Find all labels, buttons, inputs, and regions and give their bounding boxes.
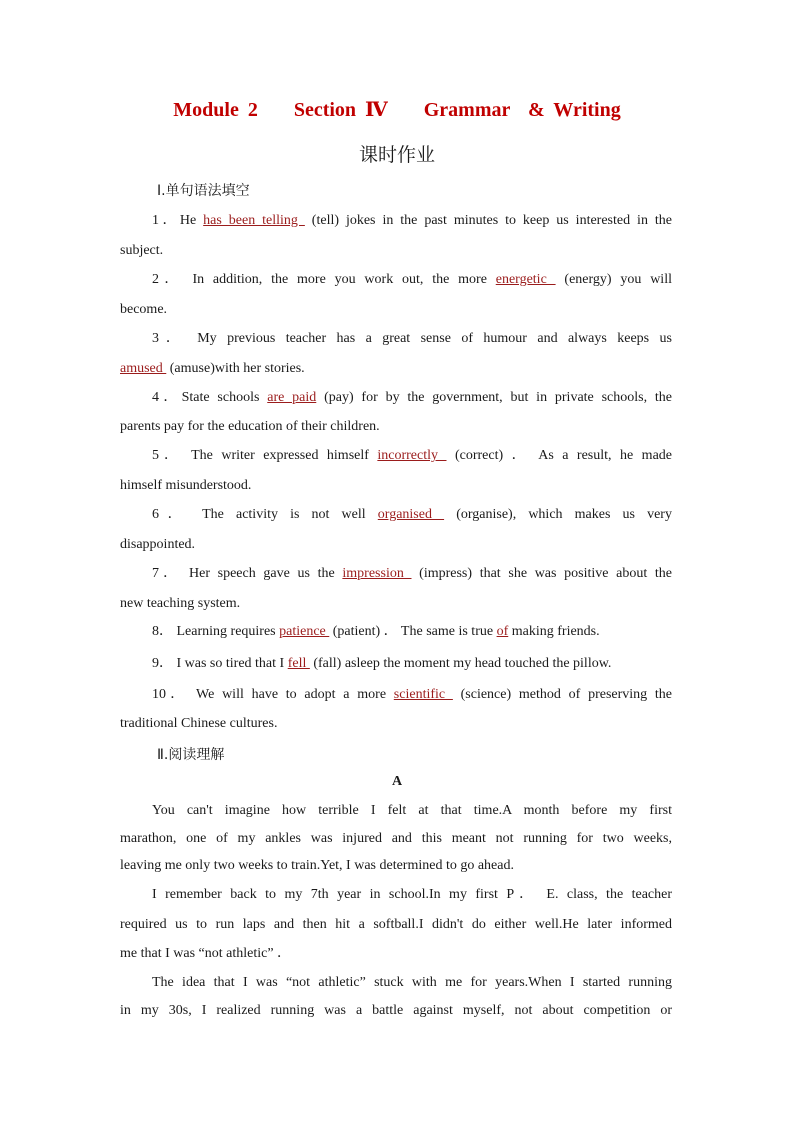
passage-label: A [391, 774, 403, 789]
answer-blank: energetic [495, 272, 556, 287]
question-5-line-2: himself misunderstood. [120, 478, 252, 493]
answer-blank: has been telling [203, 213, 305, 228]
passage-line-4: I remember back to my 7th year in school.In my first P． E. class, the teacher [152, 887, 672, 902]
answer-blank: organised [377, 507, 445, 522]
section-heading-grammar: Ⅰ.单句语法填空 [157, 183, 250, 199]
question-5-line-1: 5． The writer expressed himself incorrectly (correct) ． As a result, he made [152, 448, 672, 463]
answer-blank: patience [279, 624, 330, 639]
passage-line-7: The idea that I was “not athletic” stuck with me for years.When I started running [152, 975, 672, 990]
question-2-line-1: 2． In addition, the more you work out, the more energetic (energy) you will [152, 272, 672, 287]
question-10-line-2: traditional Chinese cultures. [120, 716, 278, 731]
question-4-line-1: 4．State schools are paid (pay) for by the government, but in private schools, the [152, 390, 672, 405]
page-subtitle: 课时作业 [358, 144, 435, 166]
page-title: Module 2 Section Ⅳ Grammar & Writing [173, 99, 621, 121]
question-2-line-2: become. [120, 302, 168, 317]
passage-line-2: marathon, one of my ankles was injured and this meant not running for two weeks, [120, 831, 672, 846]
answer-blank: fell [287, 656, 310, 671]
question-4-line-2: parents pay for the education of their children. [120, 419, 380, 434]
answer-blank: impression [342, 566, 412, 581]
passage-line-5: required us to run laps and then hit a softball.I didn't do either well.He later informed [120, 917, 672, 932]
answer-blank: scientific [393, 687, 453, 702]
passage-line-1: You can't imagine how terrible I felt at that time.A month before my first [152, 803, 672, 818]
question-1-line-1: 1．He has been telling (tell) jokes in the past minutes to keep us interested in the [152, 213, 672, 228]
passage-line-3: leaving me only two weeks to train.Yet, I was determined to go ahead. [120, 858, 514, 873]
question-8-line-1: 8． Learning requires patience (patient) ． The same is true of making friends. [152, 624, 600, 639]
question-10-line-1: 10． We will have to adopt a more scientific (science) method of preserving the [152, 687, 673, 702]
passage-line-8: in my 30s, I realized running was a battle against myself, not about competition or [120, 1003, 672, 1018]
answer-blank: are paid [267, 390, 317, 405]
question-6-line-2: disappointed. [120, 537, 196, 552]
question-7-line-1: 7． Her speech gave us the impression (impress) that she was positive about the [152, 566, 672, 581]
answer-blank: of [496, 624, 509, 639]
answer-blank: amused [120, 361, 167, 376]
question-7-line-2: new teaching system. [120, 596, 241, 611]
question-1-line-2: subject. [120, 243, 164, 258]
question-3-line-1: 3． My previous teacher has a great sense of humour and always keeps us [152, 331, 672, 346]
question-6-line-1: 6． The activity is not well organised (organise), which makes us very [152, 507, 672, 522]
question-9-line-1: 9． I was so tired that I fell (fall) asleep the moment my head touched the pillow. [152, 656, 612, 671]
passage-line-6: me that I was “not athletic” ． [120, 946, 292, 961]
question-3-line-2: amused (amuse)with her stories. [120, 361, 305, 376]
section-heading-reading: Ⅱ.阅读理解 [157, 747, 225, 763]
answer-blank: incorrectly [377, 448, 447, 463]
